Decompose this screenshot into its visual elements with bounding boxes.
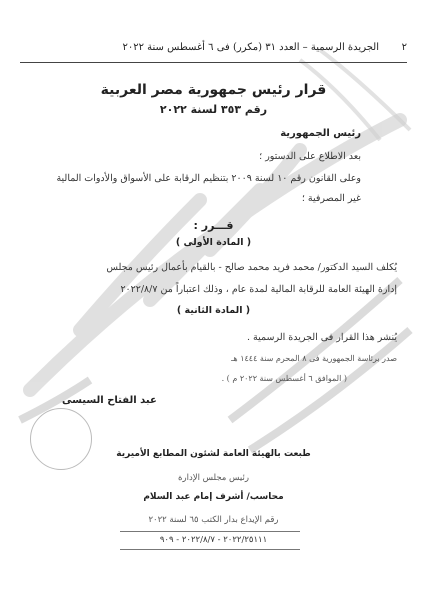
chairman-title: رئيس مجلس الإدارة [178,473,249,483]
preamble-line: بعد الاطلاع على الدستور ؛ [259,151,361,162]
article2-line: يُنشر هذا القرار فى الجريدة الرسمية . [247,332,397,343]
serial-number: ٢٠٢٢/٢٥١١١ - ٢٠٢٢/٨/٧ - ٩٠٩ [159,535,268,545]
header-page-number: ٢ [401,42,407,53]
decree-title: قرار رئيس جمهورية مصر العربية [100,82,327,98]
president-signature: عبد الفتاح السيسى [62,395,157,406]
preamble-line: وعلى القانون رقم ١٠ لسنة ٢٠٠٩ بتنظيم الرقابة على الأسواق والأدوات المالية [56,173,361,184]
footer-rule-bottom [120,549,300,550]
preamble-line: غير المصرفية ؛ [301,193,361,204]
article1-heading: ( المادة الأولى ) [175,237,252,248]
deposit-number: رقم الإيداع بدار الكتب ٦٥ لسنة ٢٠٢٢ [148,515,279,525]
issued-at: صدر برئاسة الجمهورية فى ٨ المحرم سنة ١٤٤٤ هـ [231,354,397,363]
chairman-name: محاسب/ أشرف إمام عبد السلام [143,492,284,502]
footer-rule [120,531,300,532]
corresponding-date: ( الموافق ٦ أغسطس سنة ٢٠٢٢ م ) . [221,374,347,383]
decree-number: رقم ٣٥٣ لسنة ٢٠٢٢ [159,103,268,116]
article2-heading: ( المادة الثانية ) [176,305,251,316]
decree-issuer: رئيس الجمهورية [280,128,361,139]
header-issue-text: الجريدة الرسمية – العدد ٣١ (مكرر) فى ٦ أغسطس سنة ٢٠٢٢ [122,42,379,53]
header-rule [20,62,407,63]
printed-by: طبعت بالهيئة العامة لشئون المطابع الأميرية [116,449,311,459]
state-seal [30,408,92,470]
article1-line: يُكلف السيد الدكتور/ محمد فريد محمد صالح - بالقيام بأعمال رئيس مجلس [106,262,397,273]
decided-heading: قـــرر : [193,219,234,232]
article1-line: إدارة الهيئة العامة للرقابة المالية لمدة عام ، وذلك اعتباراً من ٢٠٢٢/٨/٧ [120,284,397,295]
